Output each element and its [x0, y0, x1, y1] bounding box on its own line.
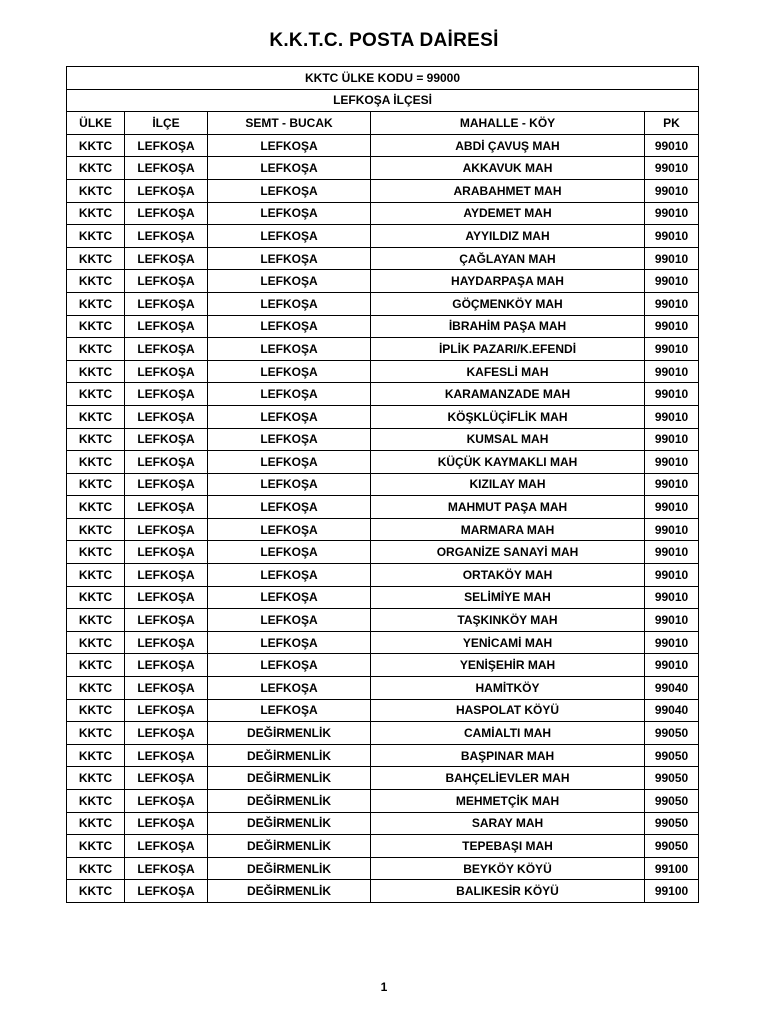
table-row — [67, 270, 699, 293]
table-row — [67, 247, 699, 270]
country-code-line: KKTC ÜLKE KODU = 99000 — [67, 67, 699, 90]
cell-ilce: LEFKOŞA — [125, 157, 208, 180]
cell-pk: 99050 — [645, 812, 699, 835]
cell-mahalle-koy: KÖŞKLÜÇİFLİK MAH — [371, 405, 645, 428]
cell-ulke: KKTC — [67, 383, 125, 406]
cell-ulke: KKTC — [67, 699, 125, 722]
country-code-row — [67, 67, 699, 90]
table-row — [67, 157, 699, 180]
cell-semt-bucak: LEFKOŞA — [208, 405, 371, 428]
cell-ulke: KKTC — [67, 157, 125, 180]
table-row — [67, 202, 699, 225]
cell-semt-bucak: LEFKOŞA — [208, 315, 371, 338]
cell-ulke: KKTC — [67, 338, 125, 361]
cell-ulke: KKTC — [67, 541, 125, 564]
table-row — [67, 179, 699, 202]
cell-ilce: LEFKOŞA — [125, 315, 208, 338]
cell-pk: 99010 — [645, 270, 699, 293]
table-row — [67, 405, 699, 428]
cell-mahalle-koy: MAHMUT PAŞA MAH — [371, 496, 645, 519]
cell-ilce: LEFKOŞA — [125, 496, 208, 519]
cell-semt-bucak: DEĞİRMENLİK — [208, 835, 371, 858]
cell-ilce: LEFKOŞA — [125, 338, 208, 361]
cell-pk: 99010 — [645, 179, 699, 202]
header-pk: PK — [645, 112, 699, 135]
cell-semt-bucak: LEFKOŞA — [208, 360, 371, 383]
table-row — [67, 473, 699, 496]
table-row — [67, 654, 699, 677]
cell-semt-bucak: LEFKOŞA — [208, 383, 371, 406]
cell-pk: 99010 — [645, 541, 699, 564]
cell-pk: 99010 — [645, 134, 699, 157]
cell-ulke: KKTC — [67, 270, 125, 293]
table-row — [67, 631, 699, 654]
cell-mahalle-koy: CAMİALTI MAH — [371, 722, 645, 745]
cell-semt-bucak: LEFKOŞA — [208, 564, 371, 587]
cell-ilce: LEFKOŞA — [125, 518, 208, 541]
header-mahalle-koy: MAHALLE - KÖY — [371, 112, 645, 135]
cell-pk: 99100 — [645, 857, 699, 880]
table-row — [67, 767, 699, 790]
cell-ilce: LEFKOŞA — [125, 292, 208, 315]
cell-semt-bucak: LEFKOŞA — [208, 134, 371, 157]
cell-mahalle-koy: YENİŞEHİR MAH — [371, 654, 645, 677]
cell-ilce: LEFKOŞA — [125, 609, 208, 632]
cell-semt-bucak: LEFKOŞA — [208, 292, 371, 315]
postal-code-table — [66, 66, 699, 903]
cell-mahalle-koy: HAYDARPAŞA MAH — [371, 270, 645, 293]
cell-ulke: KKTC — [67, 451, 125, 474]
cell-pk: 99010 — [645, 518, 699, 541]
table-row — [67, 609, 699, 632]
cell-pk: 99010 — [645, 315, 699, 338]
cell-pk: 99010 — [645, 631, 699, 654]
cell-ilce: LEFKOŞA — [125, 473, 208, 496]
cell-semt-bucak: LEFKOŞA — [208, 518, 371, 541]
cell-mahalle-koy: ABDİ ÇAVUŞ MAH — [371, 134, 645, 157]
cell-ilce: LEFKOŞA — [125, 564, 208, 587]
cell-ilce: LEFKOŞA — [125, 541, 208, 564]
cell-pk: 99010 — [645, 202, 699, 225]
table-row — [67, 134, 699, 157]
cell-ilce: LEFKOŞA — [125, 654, 208, 677]
cell-ilce: LEFKOŞA — [125, 179, 208, 202]
cell-mahalle-koy: KÜÇÜK KAYMAKLI MAH — [371, 451, 645, 474]
cell-pk: 99010 — [645, 157, 699, 180]
cell-pk: 99010 — [645, 428, 699, 451]
table-row — [67, 744, 699, 767]
cell-ilce: LEFKOŞA — [125, 767, 208, 790]
cell-pk: 99050 — [645, 835, 699, 858]
cell-ilce: LEFKOŞA — [125, 360, 208, 383]
cell-ilce: LEFKOŞA — [125, 586, 208, 609]
cell-ulke: KKTC — [67, 134, 125, 157]
cell-ulke: KKTC — [67, 812, 125, 835]
cell-mahalle-koy: KIZILAY MAH — [371, 473, 645, 496]
cell-semt-bucak: LEFKOŞA — [208, 157, 371, 180]
cell-ulke: KKTC — [67, 405, 125, 428]
cell-ulke: KKTC — [67, 631, 125, 654]
cell-ulke: KKTC — [67, 677, 125, 700]
cell-mahalle-koy: ORTAKÖY MAH — [371, 564, 645, 587]
cell-ilce: LEFKOŞA — [125, 631, 208, 654]
table-row — [67, 292, 699, 315]
table-row — [67, 722, 699, 745]
cell-mahalle-koy: HAMİTKÖY — [371, 677, 645, 700]
cell-pk: 99050 — [645, 744, 699, 767]
table-row — [67, 315, 699, 338]
cell-pk: 99010 — [645, 225, 699, 248]
cell-ulke: KKTC — [67, 179, 125, 202]
cell-mahalle-koy: TEPEBAŞI MAH — [371, 835, 645, 858]
cell-pk: 99050 — [645, 790, 699, 813]
cell-mahalle-koy: KARAMANZADE MAH — [371, 383, 645, 406]
cell-mahalle-koy: SARAY MAH — [371, 812, 645, 835]
table-row — [67, 383, 699, 406]
cell-ilce: LEFKOŞA — [125, 677, 208, 700]
cell-mahalle-koy: AKKAVUK MAH — [371, 157, 645, 180]
district-line: LEFKOŞA İLÇESİ — [67, 89, 699, 112]
cell-ulke: KKTC — [67, 247, 125, 270]
cell-mahalle-koy: ARABAHMET MAH — [371, 179, 645, 202]
cell-semt-bucak: LEFKOŞA — [208, 247, 371, 270]
table-body — [67, 134, 699, 902]
cell-ulke: KKTC — [67, 202, 125, 225]
cell-ulke: KKTC — [67, 315, 125, 338]
table-row — [67, 699, 699, 722]
header-ulke: ÜLKE — [67, 112, 125, 135]
cell-ilce: LEFKOŞA — [125, 857, 208, 880]
cell-mahalle-koy: AYYILDIZ MAH — [371, 225, 645, 248]
cell-mahalle-koy: MEHMETÇİK MAH — [371, 790, 645, 813]
cell-ilce: LEFKOŞA — [125, 428, 208, 451]
table-row — [67, 586, 699, 609]
header-semt-bucak: SEMT - BUCAK — [208, 112, 371, 135]
cell-ilce: LEFKOŞA — [125, 790, 208, 813]
cell-semt-bucak: LEFKOŞA — [208, 225, 371, 248]
cell-semt-bucak: LEFKOŞA — [208, 202, 371, 225]
table-row — [67, 496, 699, 519]
cell-ulke: KKTC — [67, 496, 125, 519]
table-row — [67, 360, 699, 383]
cell-ulke: KKTC — [67, 518, 125, 541]
cell-mahalle-koy: BALIKESİR KÖYÜ — [371, 880, 645, 903]
cell-mahalle-koy: YENİCAMİ MAH — [371, 631, 645, 654]
cell-ulke: KKTC — [67, 880, 125, 903]
cell-pk: 99010 — [645, 654, 699, 677]
cell-ilce: LEFKOŞA — [125, 202, 208, 225]
cell-semt-bucak: DEĞİRMENLİK — [208, 880, 371, 903]
cell-ulke: KKTC — [67, 473, 125, 496]
cell-semt-bucak: DEĞİRMENLİK — [208, 812, 371, 835]
cell-mahalle-koy: ORGANİZE SANAYİ MAH — [371, 541, 645, 564]
table-row — [67, 564, 699, 587]
cell-pk: 99010 — [645, 292, 699, 315]
cell-semt-bucak: LEFKOŞA — [208, 270, 371, 293]
cell-mahalle-koy: SELİMİYE MAH — [371, 586, 645, 609]
cell-semt-bucak: DEĞİRMENLİK — [208, 857, 371, 880]
cell-pk: 99010 — [645, 247, 699, 270]
cell-ulke: KKTC — [67, 360, 125, 383]
cell-ulke: KKTC — [67, 744, 125, 767]
cell-pk: 99010 — [645, 586, 699, 609]
cell-semt-bucak: DEĞİRMENLİK — [208, 767, 371, 790]
cell-semt-bucak: DEĞİRMENLİK — [208, 790, 371, 813]
cell-mahalle-koy: BEYKÖY KÖYÜ — [371, 857, 645, 880]
cell-ulke: KKTC — [67, 609, 125, 632]
cell-ilce: LEFKOŞA — [125, 134, 208, 157]
cell-ilce: LEFKOŞA — [125, 270, 208, 293]
cell-ulke: KKTC — [67, 225, 125, 248]
cell-semt-bucak: DEĞİRMENLİK — [208, 722, 371, 745]
cell-semt-bucak: LEFKOŞA — [208, 496, 371, 519]
cell-mahalle-koy: ÇAĞLAYAN MAH — [371, 247, 645, 270]
cell-ulke: KKTC — [67, 790, 125, 813]
cell-pk: 99010 — [645, 451, 699, 474]
cell-pk: 99010 — [645, 473, 699, 496]
document-title: K.K.T.C. POSTA DAİRESİ — [269, 30, 499, 51]
cell-ulke: KKTC — [67, 835, 125, 858]
cell-ulke: KKTC — [67, 428, 125, 451]
cell-ulke: KKTC — [67, 722, 125, 745]
table-row — [67, 835, 699, 858]
cell-pk: 99010 — [645, 609, 699, 632]
cell-semt-bucak: LEFKOŞA — [208, 451, 371, 474]
cell-pk: 99010 — [645, 338, 699, 361]
cell-semt-bucak: LEFKOŞA — [208, 541, 371, 564]
cell-pk: 99050 — [645, 722, 699, 745]
cell-ilce: LEFKOŞA — [125, 722, 208, 745]
cell-semt-bucak: LEFKOŞA — [208, 473, 371, 496]
cell-ilce: LEFKOŞA — [125, 383, 208, 406]
cell-ilce: LEFKOŞA — [125, 744, 208, 767]
cell-semt-bucak: DEĞİRMENLİK — [208, 744, 371, 767]
cell-mahalle-koy: İBRAHİM PAŞA MAH — [371, 315, 645, 338]
cell-ilce: LEFKOŞA — [125, 247, 208, 270]
cell-semt-bucak: LEFKOŞA — [208, 699, 371, 722]
table-row — [67, 518, 699, 541]
table-row — [67, 812, 699, 835]
cell-semt-bucak: LEFKOŞA — [208, 179, 371, 202]
cell-ilce: LEFKOŞA — [125, 835, 208, 858]
cell-mahalle-koy: GÖÇMENKÖY MAH — [371, 292, 645, 315]
table-row — [67, 880, 699, 903]
table-row — [67, 541, 699, 564]
cell-mahalle-koy: KUMSAL MAH — [371, 428, 645, 451]
column-header-row — [67, 112, 699, 135]
cell-ulke: KKTC — [67, 292, 125, 315]
page-number: 1 — [380, 980, 388, 994]
cell-semt-bucak: LEFKOŞA — [208, 338, 371, 361]
cell-mahalle-koy: KAFESLİ MAH — [371, 360, 645, 383]
cell-semt-bucak: LEFKOŞA — [208, 609, 371, 632]
district-row — [67, 89, 699, 112]
cell-mahalle-koy: BAHÇELİEVLER MAH — [371, 767, 645, 790]
table-row — [67, 225, 699, 248]
cell-semt-bucak: LEFKOŞA — [208, 654, 371, 677]
cell-pk: 99010 — [645, 383, 699, 406]
cell-mahalle-koy: MARMARA MAH — [371, 518, 645, 541]
cell-ulke: KKTC — [67, 767, 125, 790]
cell-semt-bucak: LEFKOŞA — [208, 428, 371, 451]
cell-ulke: KKTC — [67, 654, 125, 677]
cell-pk: 99040 — [645, 677, 699, 700]
cell-mahalle-koy: BAŞPINAR MAH — [371, 744, 645, 767]
cell-mahalle-koy: AYDEMET MAH — [371, 202, 645, 225]
cell-pk: 99010 — [645, 496, 699, 519]
cell-mahalle-koy: İPLİK PAZARI/K.EFENDİ — [371, 338, 645, 361]
table-row — [67, 338, 699, 361]
cell-ilce: LEFKOŞA — [125, 451, 208, 474]
cell-ilce: LEFKOŞA — [125, 405, 208, 428]
cell-ilce: LEFKOŞA — [125, 225, 208, 248]
cell-semt-bucak: LEFKOŞA — [208, 631, 371, 654]
cell-semt-bucak: LEFKOŞA — [208, 677, 371, 700]
cell-ilce: LEFKOŞA — [125, 880, 208, 903]
cell-ulke: KKTC — [67, 857, 125, 880]
table-row — [67, 790, 699, 813]
table-row — [67, 451, 699, 474]
cell-ulke: KKTC — [67, 564, 125, 587]
cell-semt-bucak: LEFKOŞA — [208, 586, 371, 609]
table-row — [67, 677, 699, 700]
cell-pk: 99040 — [645, 699, 699, 722]
cell-pk: 99010 — [645, 564, 699, 587]
cell-pk: 99010 — [645, 405, 699, 428]
cell-pk: 99010 — [645, 360, 699, 383]
cell-ilce: LEFKOŞA — [125, 699, 208, 722]
table-row — [67, 428, 699, 451]
cell-mahalle-koy: HASPOLAT KÖYÜ — [371, 699, 645, 722]
header-ilce: İLÇE — [125, 112, 208, 135]
cell-ilce: LEFKOŞA — [125, 812, 208, 835]
cell-pk: 99050 — [645, 767, 699, 790]
table-row — [67, 857, 699, 880]
cell-mahalle-koy: TAŞKINKÖY MAH — [371, 609, 645, 632]
cell-pk: 99100 — [645, 880, 699, 903]
cell-ulke: KKTC — [67, 586, 125, 609]
